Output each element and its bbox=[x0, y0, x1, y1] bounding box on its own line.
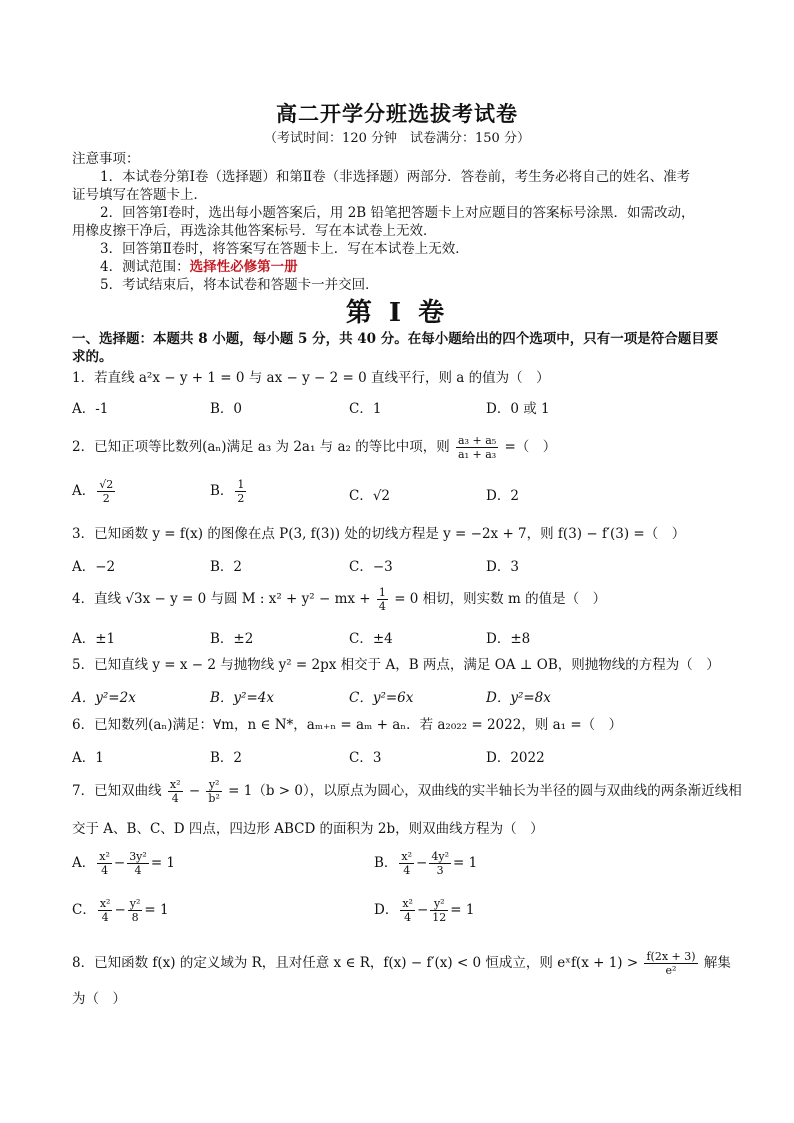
note-1b: 证号填写在答题卡上． bbox=[72, 187, 207, 203]
q7-options-cd bbox=[72, 897, 752, 931]
q7-c-f2n: y² bbox=[129, 897, 141, 910]
q3-option-d: D．3 bbox=[486, 559, 519, 575]
q2-option-b-den: 2 bbox=[237, 492, 245, 505]
q7-c-label: C． bbox=[72, 902, 96, 918]
q7-c-frac1 bbox=[98, 897, 113, 924]
q7-b-f1d: 4 bbox=[403, 864, 411, 877]
q4-stem-end: = 0 相切，则实数 m 的值是（ ） bbox=[394, 591, 607, 607]
q2-option-a-label: A． bbox=[72, 483, 96, 499]
q2-option-a-num: √2 bbox=[99, 478, 114, 491]
q6-option-b: B．2 bbox=[210, 750, 243, 766]
q5-option-d: D．y²=8x bbox=[486, 690, 551, 706]
q2-stem-text: 2．已知正项等比数列(aₙ)满足 a₃ 为 2a₁ 与 a₂ 的等比中项，则 bbox=[72, 439, 450, 455]
q6-option-d: D．2022 bbox=[486, 750, 545, 766]
q7-c-f1d: 4 bbox=[101, 911, 109, 924]
q7-b-frac2 bbox=[429, 850, 451, 877]
q7-a-f2d: 4 bbox=[134, 864, 142, 877]
q7-b-f2d: 3 bbox=[436, 864, 444, 877]
q7-c-eq: = 1 bbox=[144, 902, 169, 918]
q7-d-f1d: 4 bbox=[404, 911, 412, 924]
note-4 bbox=[100, 258, 760, 276]
q7-stem-post: = 1（b > 0），以原点为圆心，双曲线的实半轴长为半径的圆与双曲线的两条渐近线相 bbox=[228, 783, 742, 799]
exam-subtitle: （考试时间：120 分钟 试卷满分：150 分） bbox=[264, 131, 530, 146]
q4-option-a: A．±1 bbox=[72, 631, 116, 647]
q6-option-a: A．1 bbox=[72, 750, 104, 766]
notes-heading: 注意事项： bbox=[72, 151, 140, 167]
note-5: 5．考试结束后，将本试卷和答题卡一并交回． bbox=[100, 277, 379, 293]
q2-option-a-den: 2 bbox=[102, 492, 110, 505]
q2-option-a-frac bbox=[97, 478, 115, 505]
q7-d-f2n: y² bbox=[430, 897, 448, 911]
note-3: 3．回答第Ⅱ卷时，将答案写在答题卡上．写在本试卷上无效． bbox=[100, 241, 469, 257]
q7-option-d bbox=[374, 897, 474, 924]
q2-option-b-label: B． bbox=[210, 483, 234, 499]
q1-option-c: C．1 bbox=[349, 401, 382, 417]
q7-a-frac2 bbox=[127, 850, 149, 877]
q7-f2-den: b² bbox=[208, 792, 220, 805]
q6-stem: 6．已知数列(aₙ)满足：∀m，n ∈ N*，aₘ₊ₙ = aₘ + aₙ．若 a₂₀₂₂ = 2022，则 a₁ =（ ） bbox=[72, 717, 623, 733]
q3-option-c: C．−3 bbox=[349, 559, 393, 575]
q7-d-f1n: x² bbox=[402, 897, 413, 910]
q4-frac-den: 4 bbox=[378, 600, 386, 613]
q1-option-b: B．0 bbox=[210, 401, 243, 417]
q7-b-f1n: x² bbox=[401, 850, 413, 863]
q7-f1-den: 4 bbox=[171, 792, 179, 805]
q2-option-b bbox=[210, 478, 248, 505]
q8-fraction bbox=[644, 950, 697, 977]
q7-option-c bbox=[72, 897, 169, 924]
q7-d-f2d: 12 bbox=[432, 911, 447, 924]
section-title: 第 I 卷 bbox=[345, 298, 449, 328]
q8-stem-b: 为（ ） bbox=[72, 991, 126, 1007]
q4-stem bbox=[72, 586, 732, 613]
exam-title: 高二开学分班选拔考试卷 bbox=[276, 101, 518, 126]
q5-stem: 5．已知直线 y = x − 2 与抛物线 y² = 2px 相交于 A，B 两点，满足 OA ⊥ OB，则抛物线的方程为（ ） bbox=[72, 657, 720, 673]
q8-frac-num: f(2x + 3) bbox=[646, 950, 696, 963]
note-2a: 2．回答第Ⅰ卷时，选出每小题答案后，用 2B 铅笔把答题卡上对应题目的答案标号涂黑．如需改动， bbox=[100, 205, 695, 221]
q7-a-frac1 bbox=[97, 850, 112, 877]
q4-option-c: C．±4 bbox=[349, 631, 393, 647]
section-intro-b: 求的。 bbox=[72, 349, 113, 365]
q7-c-f1n: x² bbox=[99, 897, 111, 910]
q7-frac-1 bbox=[168, 778, 183, 805]
q5-option-a: A．y²=2x bbox=[72, 690, 136, 706]
q7-c-minus: − bbox=[114, 902, 126, 918]
q7-b-minus: − bbox=[416, 855, 428, 871]
q1-option-a: A．-1 bbox=[72, 401, 109, 417]
section-intro-a: 一、选择题：本题共 8 小题，每小题 5 分，共 40 分。在每小题给出的四个选项中，只有一项是符合题目要 bbox=[72, 331, 719, 347]
q4-options bbox=[72, 627, 752, 649]
q2-option-b-frac bbox=[235, 478, 246, 505]
q7-d-minus: − bbox=[416, 902, 429, 918]
q7-a-f1d: 4 bbox=[101, 864, 109, 877]
q7-stem-pre: 7．已知双曲线 bbox=[72, 783, 162, 799]
q7-f1-num: x² bbox=[169, 778, 181, 791]
q7-options-ab bbox=[72, 850, 752, 884]
q7-d-frac1 bbox=[400, 897, 415, 924]
q3-option-a: A．−2 bbox=[72, 559, 116, 575]
q1-stem: 1．若直线 a²x − y + 1 = 0 与 ax − y − 2 = 0 直线平行，则 a 的值为（ ） bbox=[72, 370, 550, 386]
q2-stem-end: =（ ） bbox=[504, 439, 557, 455]
q7-minus: − bbox=[188, 783, 201, 799]
note-1a: 1．本试卷分第Ⅰ卷（选择题）和第Ⅱ卷（非选择题）两部分．答卷前，考生务必将自己的姓名、准考 bbox=[100, 169, 691, 185]
q7-a-eq: = 1 bbox=[150, 855, 176, 871]
q7-b-eq: = 1 bbox=[452, 855, 478, 871]
q7-b-frac1 bbox=[399, 850, 414, 877]
q7-b-f2n: 4y² bbox=[431, 850, 449, 863]
q8-frac-den: e² bbox=[665, 964, 677, 977]
q6-options bbox=[72, 746, 752, 768]
q2-stem bbox=[72, 434, 732, 461]
q7-d-eq: = 1 bbox=[450, 902, 475, 918]
q2-option-c: C．√2 bbox=[349, 488, 391, 504]
note-4-scope: 选择性必修第一册 bbox=[189, 259, 298, 275]
q7-d-label: D． bbox=[374, 902, 399, 918]
q7-c-f2d: 8 bbox=[131, 911, 139, 924]
q7-stem-b: 交于 A、B、C、D 四点，四边形 ABCD 的面积为 2b，则双曲线方程为（ ） bbox=[72, 821, 544, 837]
q7-option-b bbox=[374, 850, 477, 877]
q7-d-frac2 bbox=[430, 897, 448, 924]
q6-option-c: C．3 bbox=[349, 750, 382, 766]
q4-option-b: B．±2 bbox=[210, 631, 254, 647]
q3-options bbox=[72, 555, 752, 577]
q7-a-minus: − bbox=[113, 855, 126, 871]
q7-option-a bbox=[72, 850, 175, 877]
q1-options bbox=[72, 397, 752, 419]
q2-fraction bbox=[456, 434, 498, 461]
q8-stem-a bbox=[72, 948, 732, 978]
q7-stem-a bbox=[72, 777, 742, 805]
q8-stem-post: 解集 bbox=[703, 955, 731, 971]
q1-option-d: D．0 或 1 bbox=[486, 401, 550, 417]
q3-option-b: B．2 bbox=[210, 559, 243, 575]
q2-options bbox=[72, 478, 752, 510]
q7-a-f2n: 3y² bbox=[129, 850, 147, 863]
note-2b: 用橡皮擦干净后，再选涂其他答案标号．写在本试卷上无效． bbox=[72, 223, 437, 239]
q4-frac-num: 1 bbox=[378, 586, 386, 599]
note-4-prefix: 4．测试范围： bbox=[100, 259, 190, 275]
q7-b-label: B． bbox=[374, 855, 398, 871]
q7-frac-2 bbox=[206, 778, 221, 805]
q3-stem: 3．已知函数 y = f(x) 的图像在点 P(3, f(3)) 处的切线方程是 y = −2x + 7，则 f(3) − f′(3) =（ ） bbox=[72, 526, 686, 542]
q7-a-f1n: x² bbox=[99, 850, 110, 863]
q5-option-c: C．y²=6x bbox=[349, 690, 414, 706]
q4-stem-text: 4．直线 √3x − y = 0 与圆 M : x² + y² − mx + bbox=[72, 591, 371, 607]
q8-stem-text: 8．已知函数 f(x) 的定义域为 R，且对任意 x ∈ R，f(x) − f′(x) < 0 恒成立，则 eˣf(x + 1) > bbox=[72, 955, 639, 971]
q7-c-frac2 bbox=[128, 897, 143, 924]
q5-option-b: B．y²=4x bbox=[210, 690, 274, 706]
q2-frac-num: a₃ + a₅ bbox=[458, 434, 497, 447]
q2-option-a bbox=[72, 478, 117, 505]
q2-frac-den: a₁ + a₃ bbox=[458, 448, 497, 461]
q7-f2-num: y² bbox=[206, 778, 221, 792]
q2-option-b-num: 1 bbox=[237, 478, 245, 491]
q4-fraction bbox=[377, 586, 388, 613]
q5-options bbox=[72, 686, 752, 708]
q7-a-label: A． bbox=[72, 855, 96, 871]
q4-option-d: D．±8 bbox=[486, 631, 531, 647]
q2-option-d: D．2 bbox=[486, 488, 519, 504]
